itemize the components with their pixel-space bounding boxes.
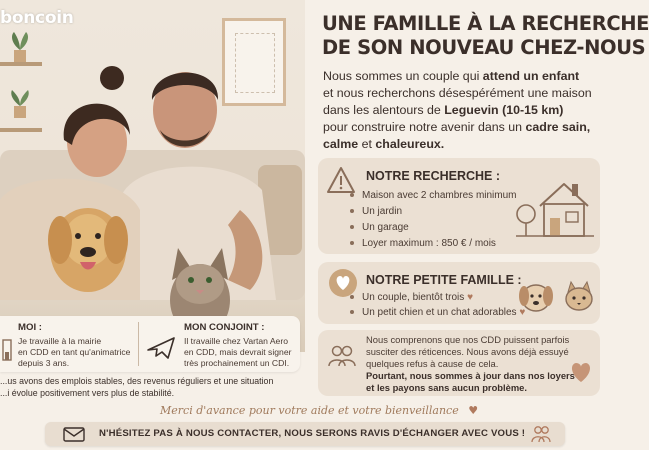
- work-info-panel: [0, 316, 300, 372]
- building-icon: [2, 336, 12, 360]
- note-line: quelques refus à cause de cela.: [366, 358, 499, 369]
- house-icon: [514, 176, 596, 240]
- intro-highlight: chaleureux.: [375, 137, 445, 151]
- note-card: [318, 330, 600, 396]
- bullet-dot: [350, 295, 354, 299]
- conjoint-line: Il travaille chez Vartan Aero: [184, 336, 288, 346]
- moi-line: depuis 3 ans.: [18, 358, 70, 368]
- stability-text: [0, 376, 300, 399]
- note-line-bold: et les payons sans aucun problème.: [366, 382, 527, 393]
- thanks-label: Merci d'avance pour votre aide et votre bienveillance: [160, 404, 459, 417]
- title-line-2: DE SON NOUVEAU CHEZ-NOUS: [322, 36, 646, 59]
- envelope-icon: [63, 427, 85, 442]
- contact-label: N'HÉSITEZ PAS À NOUS CONTACTER, NOUS SERONS RAVIS D'ÉCHANGER AVEC VOUS !: [99, 428, 526, 439]
- conjoint-line: très prochainement un CDI.: [184, 358, 290, 368]
- search-item: [350, 190, 517, 201]
- intro-highlight: cadre sain,: [525, 120, 591, 134]
- moi-line: en CDD en tant qu'animatrice: [18, 347, 131, 357]
- search-title: NOTRE RECHERCHE :: [366, 169, 501, 183]
- bullet-dot: [350, 193, 354, 197]
- conjoint-title: MON CONJOINT :: [184, 322, 265, 333]
- intro-text: [323, 68, 595, 153]
- intro-highlight: calme: [323, 137, 359, 151]
- bullet-dot: [350, 209, 354, 213]
- intro-part: Nous sommes un couple qui: [323, 69, 483, 83]
- search-item-text: Maison avec 2 chambres minimum: [362, 190, 517, 201]
- family-card: [318, 262, 600, 324]
- divider: [138, 322, 139, 366]
- note-line: Nous comprenons que nos CDD puissent parfois: [366, 334, 570, 345]
- note-text: [366, 334, 575, 394]
- search-item-text: Loyer maximum : 850 € / mois: [362, 238, 496, 249]
- moi-line: Je travaille à la mairie: [18, 336, 102, 346]
- people-icon: [531, 425, 551, 443]
- search-item: [350, 238, 496, 249]
- intro-highlight: attend un enfant: [482, 69, 580, 83]
- small-heart-icon: ♥: [519, 307, 526, 318]
- intro-part: et nous recherchons désespérément une maison: [323, 86, 592, 100]
- thanks-text: [160, 404, 478, 417]
- search-item: [350, 222, 409, 233]
- intro-highlight: Leguevin (10-15 km): [444, 103, 564, 117]
- airplane-icon: [146, 334, 176, 360]
- search-card: [318, 158, 600, 254]
- search-item-text: Un garage: [362, 222, 409, 233]
- people-icon: [328, 344, 356, 368]
- stability-line: ...i évolue positivement vers plus de stabilité.: [0, 387, 175, 398]
- moi-text: [18, 336, 130, 369]
- intro-part: dans les alentours de: [323, 103, 445, 117]
- family-item: [350, 307, 525, 318]
- listing-photo: [0, 0, 305, 352]
- family-title: NOTRE PETITE FAMILLE :: [366, 273, 522, 287]
- small-heart-icon: ♥: [467, 292, 473, 303]
- family-item-text: Un petit chien et un chat adorables: [362, 307, 517, 318]
- conjoint-line: en CDD, mais devrait signer: [184, 347, 292, 357]
- bullet-dot: [350, 225, 354, 229]
- note-line-bold: Pourtant, nous sommes à jour dans nos loyers: [366, 370, 575, 381]
- family-item-text: Un couple, bientôt trois: [362, 292, 465, 303]
- leboncoin-logo: boncoin: [0, 8, 74, 28]
- bullet-dot: [350, 241, 354, 245]
- pets-icon: [516, 278, 598, 314]
- page-title: [322, 12, 649, 60]
- small-heart-icon: ♥: [468, 404, 479, 417]
- intro-part: pour construire notre avenir dans un: [323, 120, 526, 134]
- intro-part: et: [358, 137, 376, 151]
- contact-banner[interactable]: [45, 422, 565, 446]
- search-item: [350, 206, 402, 217]
- bullet-dot: [350, 310, 354, 314]
- title-line-1: UNE FAMILLE À LA RECHERCHE: [322, 12, 649, 35]
- search-item-text: Un jardin: [362, 206, 403, 217]
- moi-title: MOI :: [18, 322, 42, 333]
- stability-line: ...us avons des emplois stables, des revenus réguliers et une situation: [0, 376, 274, 386]
- family-item: [350, 292, 473, 303]
- couple-illustration: [0, 40, 305, 340]
- conjoint-text: [184, 336, 291, 369]
- note-line: susciter des réticences. Nous avons déjà essuyé: [366, 346, 569, 357]
- heart-icon: [568, 360, 594, 384]
